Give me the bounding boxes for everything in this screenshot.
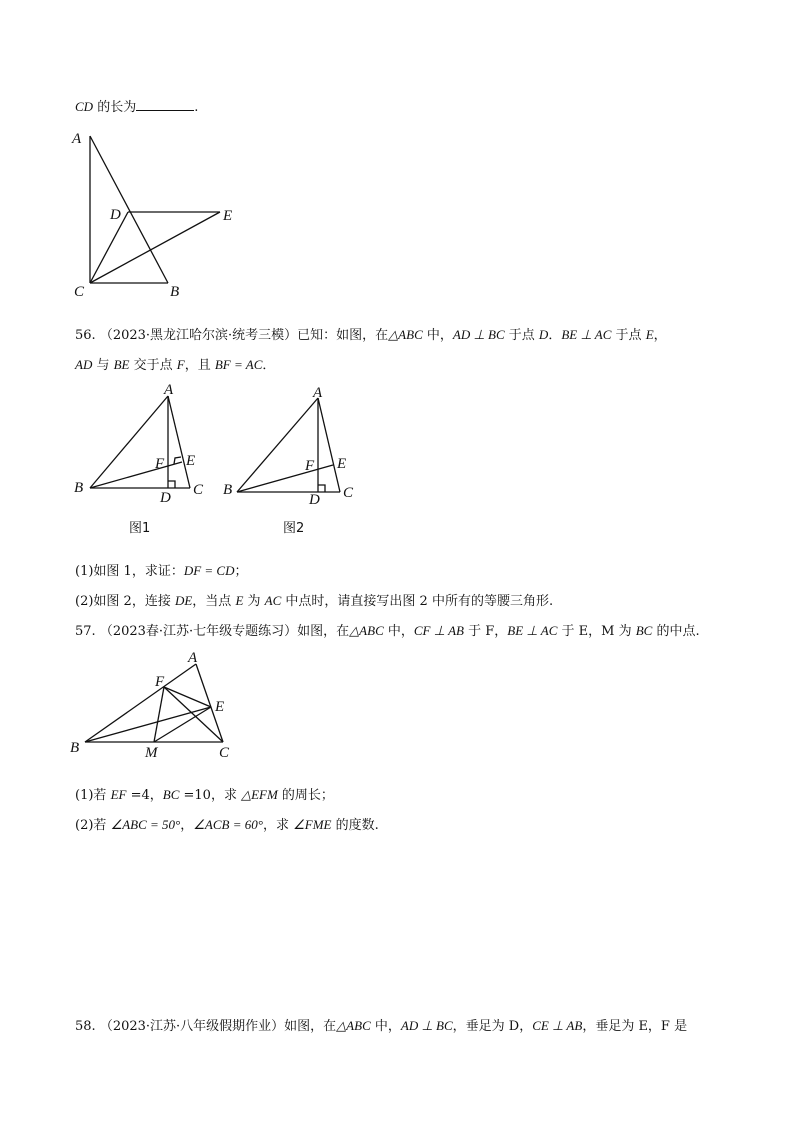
math: AC — [264, 593, 282, 608]
text: (1)如图 1，求证： — [75, 564, 184, 579]
edge-fe — [164, 687, 211, 707]
math: F — [176, 357, 185, 372]
fig1-caption: 图1 — [129, 521, 151, 536]
q56-part2 — [75, 592, 553, 611]
edge-mf — [154, 687, 164, 742]
q56-stem-line1 — [75, 326, 667, 345]
text: 交于点 — [129, 358, 177, 373]
right-angle-mark-d — [168, 481, 175, 488]
question-number: 58. — [75, 1019, 96, 1034]
text: ， — [653, 328, 667, 343]
label-d: D — [160, 490, 171, 506]
text: ，垂足为 D， — [452, 1019, 533, 1034]
q57-part1 — [75, 786, 334, 805]
edge-ac — [318, 398, 340, 492]
math-triangle: △ABC — [349, 623, 384, 638]
edge-me — [154, 707, 211, 742]
label-f: F — [305, 458, 315, 474]
text: ，且 — [184, 358, 215, 373]
edge-ac — [168, 396, 190, 488]
text: =4， — [126, 788, 163, 803]
math: BF = AC — [214, 357, 263, 372]
math: BE ⊥ AC — [507, 623, 558, 638]
label-d: D — [309, 492, 320, 508]
segment-cd: CD — [75, 99, 94, 114]
edge-ba — [85, 664, 196, 742]
right-angle-mark-d — [318, 485, 325, 492]
text: ，当点 — [192, 594, 236, 609]
fig2-caption: 图2 — [283, 521, 305, 536]
math: ∠ACB = 60° — [193, 817, 263, 832]
text: 中点时，请直接写出图 2 中所有的等腰三角形. — [281, 594, 554, 609]
math: BC — [635, 623, 653, 638]
label-a: A — [188, 650, 198, 666]
text: 为 — [243, 594, 265, 609]
label-c: C — [74, 284, 85, 300]
q58-stem — [75, 1017, 687, 1036]
label-e: E — [223, 208, 233, 224]
label-e: E — [215, 699, 225, 715]
math: E — [645, 327, 654, 342]
label-e: E — [337, 456, 347, 472]
text: 的周长； — [277, 788, 334, 803]
text: 于点 — [611, 328, 646, 343]
question-source: （2023·江苏·八年级假期作业）如图，在 — [99, 1019, 337, 1034]
label-c: C — [193, 482, 204, 498]
math: △EFM — [241, 787, 278, 802]
label-b: B — [74, 480, 84, 496]
math: BC — [162, 787, 180, 802]
math: AD ⊥ BC — [400, 1018, 453, 1033]
label-a: A — [164, 382, 174, 398]
question-source: （2023春·江苏·七年级专题练习）如图，在 — [99, 624, 350, 639]
math: ∠FME — [293, 817, 332, 832]
text: ，垂足为 E，F 是 — [582, 1019, 688, 1034]
math: D — [538, 327, 549, 342]
period: . — [194, 100, 199, 115]
label-b: B — [170, 284, 180, 300]
text: (2)如图 2，连接 — [75, 594, 175, 609]
edge-be — [85, 707, 211, 742]
text: ， — [180, 818, 194, 833]
edge-ab — [90, 396, 168, 488]
label-d: D — [110, 207, 121, 223]
text: 中， — [422, 328, 453, 343]
text: 的度数. — [331, 818, 379, 833]
text: 与 — [92, 358, 114, 373]
q56-stem-line2 — [75, 356, 275, 375]
figure-56-2 — [237, 398, 340, 492]
label-c: C — [219, 745, 230, 761]
text: ，求 — [262, 818, 294, 833]
question-source: （2023·黑龙江哈尔滨·统考三模）已知：如图，在 — [99, 328, 389, 343]
question-number: 56. — [75, 328, 96, 343]
question-number: 57. — [75, 624, 96, 639]
edge-ab — [237, 398, 318, 492]
label-f: F — [155, 456, 165, 472]
text: 于 F， — [463, 624, 508, 639]
math: CF ⊥ AB — [413, 623, 464, 638]
label-b: B — [70, 740, 80, 756]
figure-57 — [85, 664, 223, 742]
label-c: C — [343, 485, 354, 501]
text: 中， — [383, 624, 414, 639]
text: 中， — [370, 1019, 401, 1034]
text: (2)若 — [75, 818, 111, 833]
math: BE — [113, 357, 130, 372]
math: DF = CD — [183, 563, 235, 578]
q56-part1 — [75, 562, 248, 581]
label-a: A — [313, 385, 323, 401]
math: DE — [174, 593, 193, 608]
math: EF — [110, 787, 127, 802]
math: CE ⊥ AB — [532, 1018, 583, 1033]
math: AD ⊥ BC — [452, 327, 505, 342]
math: BE ⊥ AC — [561, 327, 612, 342]
text: ． — [548, 328, 562, 343]
text: (1)若 — [75, 788, 111, 803]
text: ； — [234, 564, 248, 579]
label-a: A — [72, 131, 82, 147]
math: AD — [75, 357, 93, 372]
q57-stem — [75, 622, 700, 641]
text: 于点 — [504, 328, 539, 343]
text: =10，求 — [179, 788, 242, 803]
label-b: B — [223, 482, 233, 498]
math: E — [235, 593, 244, 608]
label-e: E — [186, 453, 196, 469]
text: 的中点. — [652, 624, 700, 639]
label-f: F — [155, 674, 165, 690]
q55-text: 的长为 — [97, 100, 137, 115]
label-m: M — [145, 745, 158, 761]
math: ∠ABC = 50° — [110, 817, 181, 832]
figure-56-1 — [90, 396, 190, 488]
text: 于 E，M 为 — [557, 624, 636, 639]
q57-part2 — [75, 816, 379, 835]
math-triangle: △ABC — [388, 327, 423, 342]
math-triangle: △ABC — [336, 1018, 371, 1033]
text: ． — [262, 358, 276, 373]
